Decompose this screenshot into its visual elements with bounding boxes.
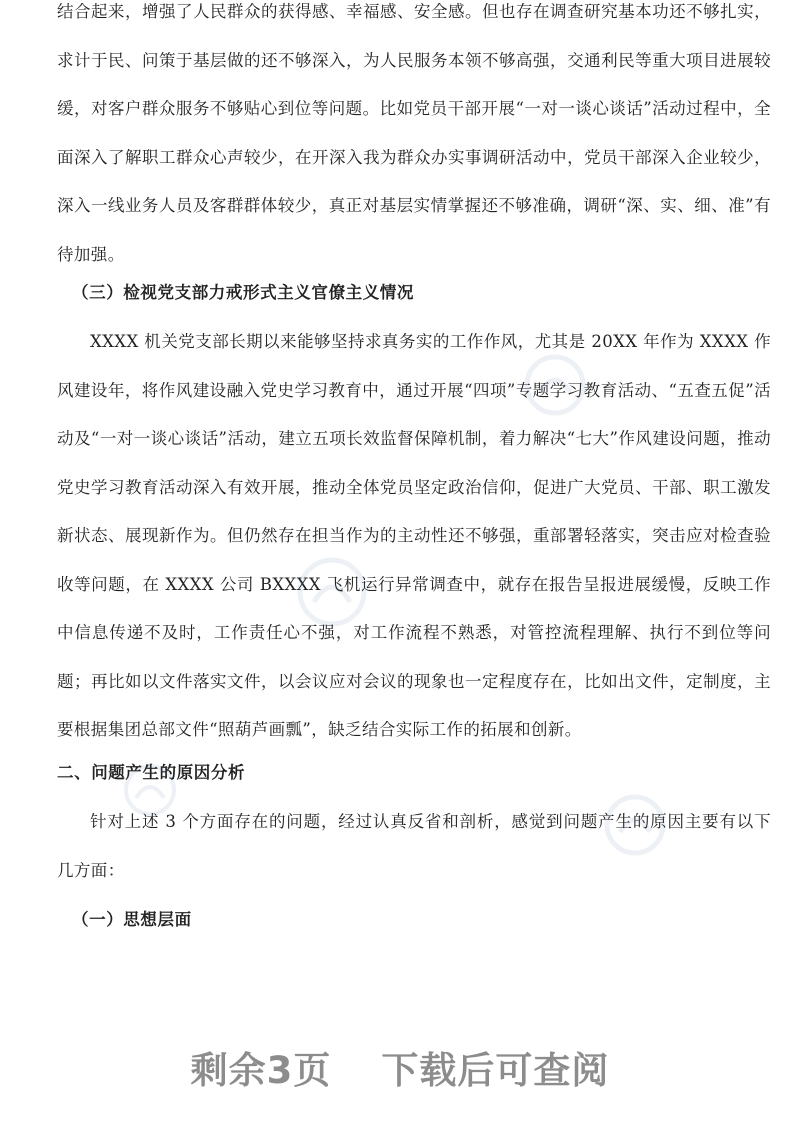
heading-ideology: （一）思想层面	[72, 910, 192, 929]
remaining-pages-text: 剩余3页	[190, 1049, 332, 1092]
paragraph-cause-intro: 针对上述 3 个方面存在的问题，经过认真反省和剖析，感觉到问题产生的原因主要有以下几方面：	[57, 812, 771, 880]
heading-cause-analysis: 二、问题产生的原因分析	[57, 763, 246, 782]
download-notice	[0, 1040, 800, 1094]
heading-formalism-check: （三）检视党支部力戒形式主义官僚主义情况	[72, 283, 414, 302]
paragraph-work-style: XXXX 机关党支部长期以来能够坚持求真务实的工作作风，尤其是 20XX 年作为 XXXX 作风建设年，将作风建设融入党史学习教育中，通过开展“四项”专题学习教育活动、“五查五促”活动及“一对一谈心谈话”活动，建立五项长效监督保障机制，着力解决“七大”作风建设问题，推动党史学习教育活动深入有效开展，推动全体党员坚定政治信仰，促进广大党员、干部、职工激发新状态、展现新作为。但仍然存在担当作为的主动性还不够强，重部署轻落实，突击应对检查验收等问题，在 XXXX 公司 BXXXX 飞机运行异常调查中，就存在报告呈报进展缓慢，反映工作中信息传递不及时，工作责任心不强，对工作流程不熟悉，对管控流程理解、执行不到位等问题；再比如以文件落实文件，以会议应对会议的现象也一定程度存在，比如出文件，定制度，主要根据集团总部文件“照葫芦画瓢”，缺乏结合实际工作的拓展和创新。	[57, 332, 771, 739]
paragraph-service-issues: 结合起来，增强了人民群众的获得感、幸福感、安全感。但也存在调查研究基本功还不够扎实，求计于民、问策于基层做的还不够深入，为人民服务本领不够高强，交通利民等重大项目进展较缓，对客户群众服务不够贴心到位等问题。比如党员干部开展“一对一谈心谈话”活动过程中，全面深入了解职工群众心声较少，在开深入我为群众办实事调研活动中，党员干部深入企业较少，深入一线业务人员及客群群体较少，真正对基层实情掌握还不够准确，调研“深、实、细、准”有待加强。	[57, 2, 771, 264]
download-hint-text: 下载后可查阅	[381, 1049, 610, 1092]
